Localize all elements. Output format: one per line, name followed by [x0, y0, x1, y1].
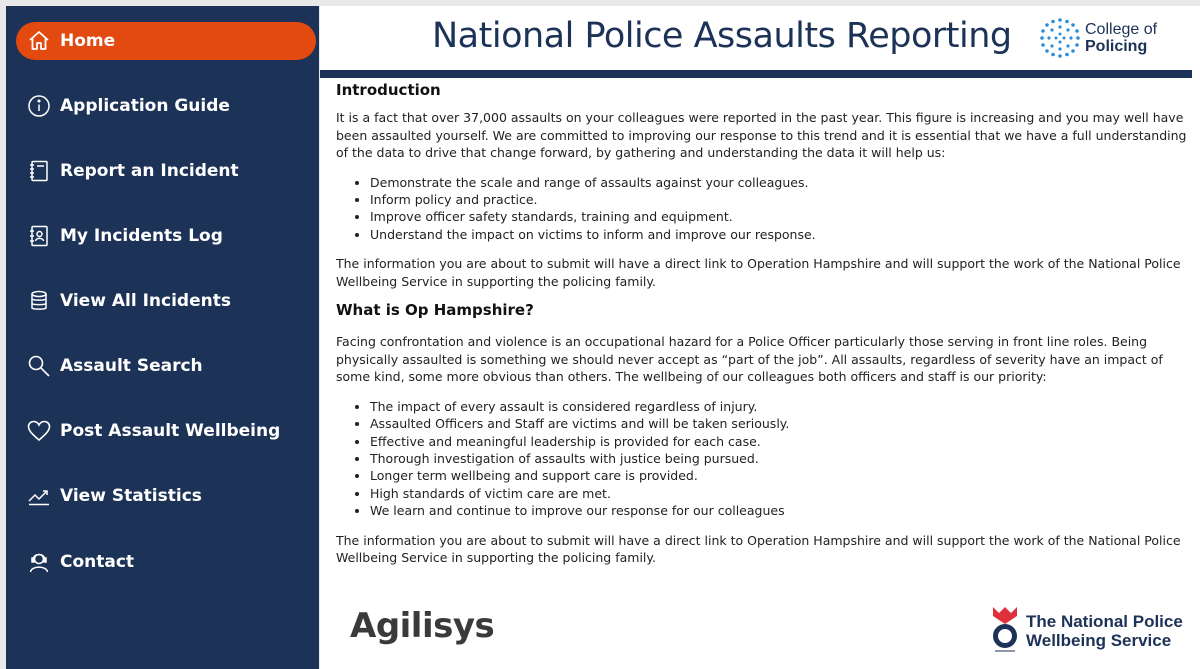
- college-of-policing-wordmark: [1085, 21, 1157, 55]
- npws-line-1: The National Police: [1026, 612, 1183, 631]
- nav-item-view-all-incidents[interactable]: [16, 282, 316, 320]
- nav-label-view-statistics: View Statistics: [60, 486, 202, 506]
- intro-bullet-list: [336, 174, 1192, 244]
- list-item: • Effective and meaningful leadership is provided for each case.: [370, 433, 1192, 450]
- nav-item-view-statistics[interactable]: [16, 477, 316, 515]
- intro-closing-paragraph: The information you are about to submit will have a direct link to Operation Hampshire and will support the work of the National Police Wellbeing Service in supporting the policing family.: [336, 256, 1181, 289]
- nav-item-application-guide[interactable]: [16, 87, 316, 125]
- line-chart-icon: [26, 483, 52, 509]
- title-bar: [320, 6, 1200, 70]
- list-item: • High standards of victim care are met.: [370, 485, 1192, 502]
- nav-item-my-incidents-log[interactable]: [16, 217, 316, 255]
- nav-label-report-incident: Report an Incident: [60, 161, 239, 181]
- college-of-policing-logo: [1038, 16, 1188, 60]
- intro-paragraph: It is a fact that over 37,000 assaults on your colleagues were reported in the past year. This figure is increasing and you may well have been assaulted yourself. We are committed to improving our response to this trend and it is essential that we have a full understanding of the data to drive that change forward, by gathering and understanding the data it will help us:: [336, 110, 1187, 161]
- nav-item-home[interactable]: [16, 22, 316, 60]
- list-item: • The impact of every assault is considered regardless of injury.: [370, 398, 1192, 415]
- nav-item-report-incident[interactable]: [16, 152, 316, 190]
- content-area: [336, 82, 1192, 566]
- list-item: • Inform policy and practice.: [370, 191, 1192, 208]
- contact-book-icon: [26, 223, 52, 249]
- intro-heading: Introduction: [336, 81, 441, 99]
- op-hampshire-closing-paragraph: The information you are about to submit will have a direct link to Operation Hampshire and will support the work of the National Police Wellbeing Service in supporting the policing family.: [336, 532, 1181, 565]
- list-item: • Thorough investigation of assaults with justice being pursued.: [370, 450, 1192, 467]
- nav-label-post-assault-wellbeing: Post Assault Wellbeing: [60, 421, 281, 441]
- search-icon: [26, 353, 52, 379]
- headset-icon: [26, 549, 52, 575]
- npws-logo: [992, 604, 1192, 660]
- list-item: • Improve officer safety standards, training and equipment.: [370, 208, 1192, 225]
- list-item: • Assaulted Officers and Staff are victims and will be taken seriously.: [370, 415, 1192, 432]
- op-hampshire-bullet-list: [336, 398, 1192, 520]
- nav-label-home: Home: [60, 31, 116, 51]
- logo-line-1: College of: [1085, 21, 1158, 38]
- list-item: • We learn and continue to improve our response for our colleagues: [370, 502, 1192, 519]
- npws-line-2: Wellbeing Service: [1026, 631, 1172, 650]
- npws-wordmark: [1026, 612, 1183, 650]
- nav-label-view-all-incidents: View All Incidents: [60, 291, 231, 311]
- list-item: • Understand the impact on victims to inform and improve our response.: [370, 226, 1192, 243]
- nav-item-contact[interactable]: [16, 543, 316, 581]
- nav-item-post-assault-wellbeing[interactable]: [16, 412, 316, 450]
- op-hampshire-paragraph: Facing confrontation and violence is an occupational hazard for a Police Officer particularly those serving in front line roles. Being physically assaulted is something we should never accept as “part of the job”. All assaults, regardless of severity have an impact of some kind, some more obvious than others. The wellbeing of our colleagues both officers and staff is our priority:: [336, 334, 1163, 385]
- nav-label-assault-search: Assault Search: [60, 356, 203, 376]
- nav-label-application-guide: Application Guide: [60, 96, 230, 116]
- nav-item-assault-search[interactable]: [16, 347, 316, 385]
- page-title: National Police Assaults Reporting: [432, 16, 1012, 56]
- list-item: • Demonstrate the scale and range of assaults against your colleagues.: [370, 174, 1192, 191]
- nav-label-contact: Contact: [60, 552, 135, 572]
- op-hampshire-heading: What is Op Hampshire?: [336, 301, 534, 320]
- notebook-icon: [26, 158, 52, 184]
- college-of-policing-dots-icon: [1038, 16, 1082, 60]
- header-divider: [320, 70, 1192, 78]
- npws-badge-icon: [992, 604, 1018, 660]
- main-panel: [320, 6, 1200, 669]
- heart-icon: [26, 418, 52, 444]
- database-icon: [26, 288, 52, 314]
- sidebar-nav: [6, 6, 319, 669]
- agilisys-logo: Agilisys: [350, 606, 495, 646]
- home-icon: [26, 28, 52, 54]
- nav-label-my-incidents-log: My Incidents Log: [60, 226, 223, 246]
- logo-line-2: Policing: [1085, 38, 1148, 55]
- list-item: • Longer term wellbeing and support care is provided.: [370, 467, 1192, 484]
- info-icon: [26, 93, 52, 119]
